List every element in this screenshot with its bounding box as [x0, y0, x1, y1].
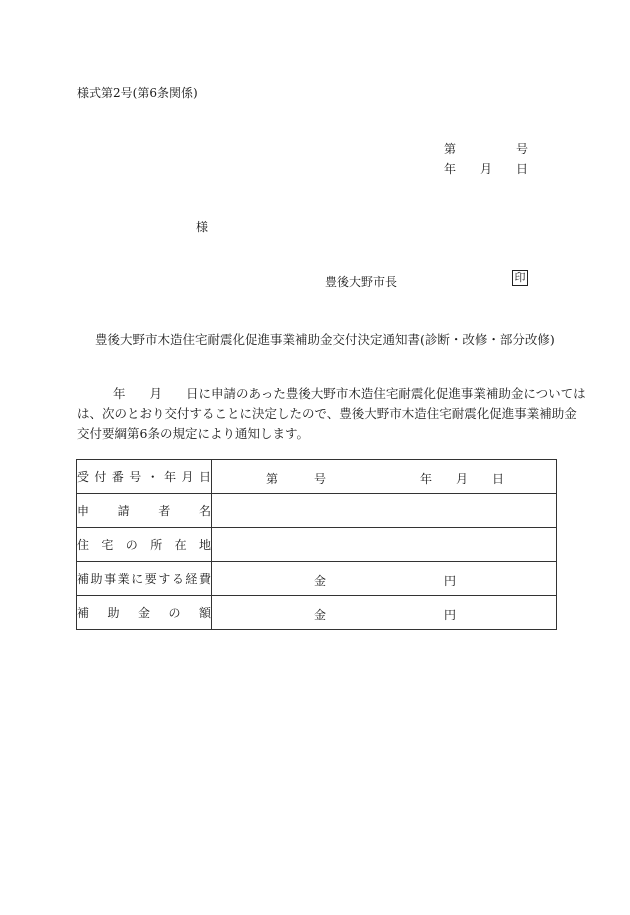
- issue-date-day: 日: [516, 162, 529, 176]
- cost-kin: 金: [314, 574, 327, 588]
- subsidy-kin: 金: [314, 608, 327, 622]
- document-number-suffix: 号: [516, 142, 529, 156]
- form-number: 様式第2号(第6条関係): [77, 86, 198, 100]
- value-subsidy: [212, 596, 557, 630]
- receipt-day: 日: [492, 472, 505, 486]
- subsidy-info-table: [76, 459, 557, 630]
- notice-body: [77, 384, 586, 444]
- issue-date-year: 年: [444, 162, 457, 176]
- document-number-label: 第: [444, 142, 457, 156]
- label-applicant: 申請者名: [77, 494, 212, 528]
- issuer-name: 豊後大野市長: [325, 275, 398, 289]
- receipt-month: 月: [456, 472, 469, 486]
- receipt-dai: 第: [266, 472, 279, 486]
- table-row-applicant: [77, 494, 557, 528]
- body-year: 年: [113, 386, 126, 401]
- table-row-cost: [77, 562, 557, 596]
- table-row-address: [77, 528, 557, 562]
- seal-mark: 印: [512, 270, 528, 286]
- value-applicant: [212, 494, 557, 528]
- body-line-2: は、次のとおり交付することに決定したので、豊後大野市木造住宅耐震化促進事業補助金: [77, 406, 577, 421]
- body-line-1: [77, 384, 586, 404]
- body-month: 月: [149, 386, 163, 401]
- document-title: 豊後大野市木造住宅耐震化促進事業補助金交付決定通知書(診断・改修・部分改修): [95, 332, 555, 347]
- subsidy-en: 円: [444, 608, 457, 622]
- table-row-receipt: [77, 460, 557, 494]
- value-cost: [212, 562, 557, 596]
- receipt-year: 年: [420, 472, 433, 486]
- issue-date-month: 月: [480, 162, 493, 176]
- value-receipt: [212, 460, 557, 494]
- cost-en: 円: [444, 574, 457, 588]
- table-row-subsidy: [77, 596, 557, 630]
- body-line-3: 交付要綱第6条の規定により通知します。: [77, 426, 309, 441]
- value-address: [212, 528, 557, 562]
- label-address: 住宅の所在地: [77, 528, 212, 562]
- label-subsidy: 補助金の額: [77, 596, 212, 630]
- label-cost: 補助事業に要する経費: [77, 562, 212, 596]
- body-line-1-text: 日に申請のあった豊後大野市木造住宅耐震化促進事業補助金については: [186, 386, 586, 401]
- addressee-honorific: 様: [196, 220, 209, 234]
- label-receipt: 受付番号・年月日: [77, 460, 212, 494]
- receipt-go: 号: [314, 472, 327, 486]
